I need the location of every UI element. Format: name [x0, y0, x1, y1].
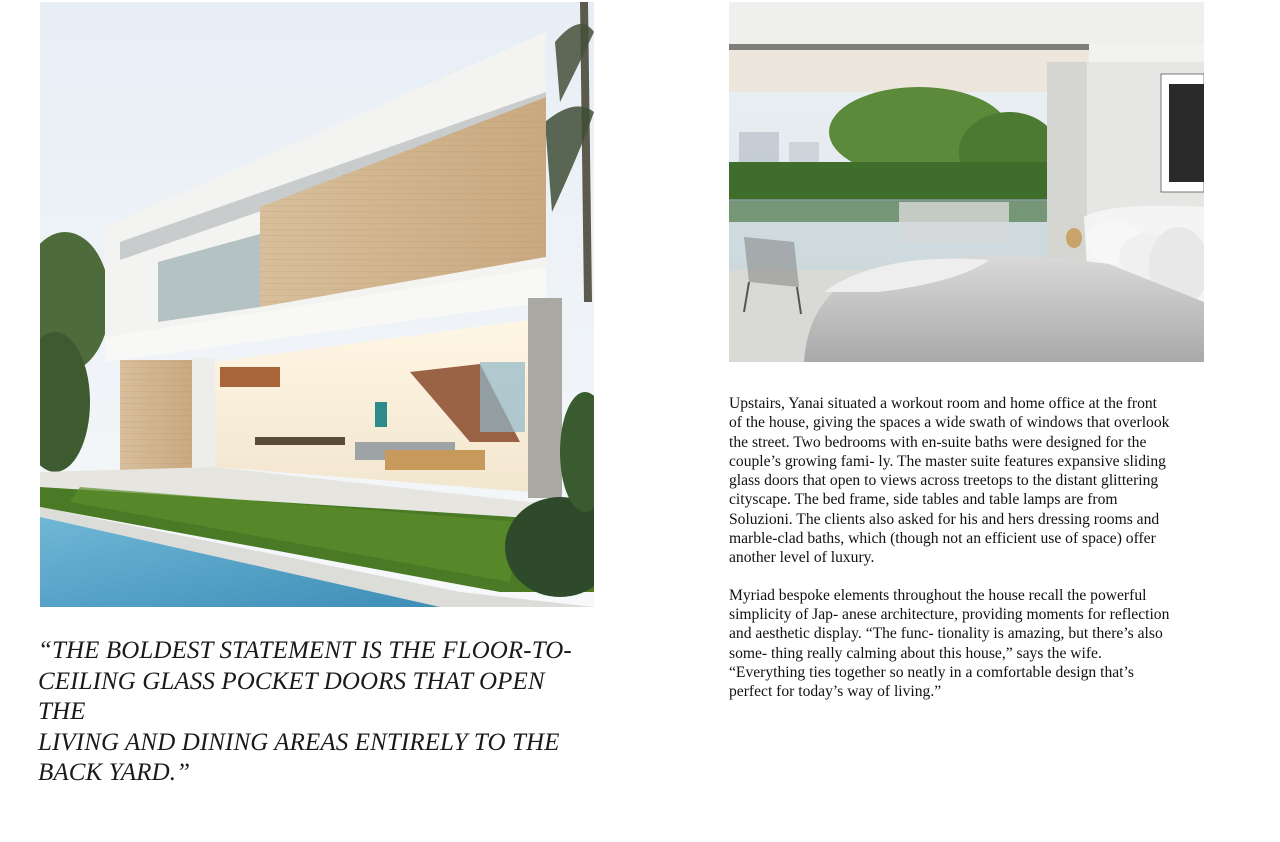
- modern-house-exterior-photo-icon: [40, 2, 594, 607]
- pull-quote: “THE BOLDEST STATEMENT IS THE FLOOR-TO- CEILING GLASS POCKET DOORS THAT OPEN THE LIVING AND DINING AREAS ENTIRELY TO THE BACK YARD.”: [38, 637, 572, 786]
- exterior-photo: [40, 2, 594, 607]
- body-paragraph-1: Upstairs, Yanai situated a workout room and home office at the front of the house, giving the spaces a wide swath of windows that overlook the street. Two bedrooms with en-suite baths were designed for the couple’s growing fami- ly. The master suite features expansive sliding glass doors that open to views across treetops to the distant glittering cityscape. The bed frame, side tables and table lamps are from Soluzioni. The clients also asked for his and hers dressing rooms and marble-clad baths, which (though not an efficient use of space) offer another level of luxury.: [729, 395, 1170, 567]
- article-body: [729, 394, 1229, 719]
- master-bedroom-photo-icon: [729, 2, 1204, 362]
- body-paragraph-2: Myriad bespoke elements throughout the house recall the powerful simplicity of Jap- anese architecture, providing moments for reflection and aesthetic display. “The func- tionality is amazing, but there’s also some- thing really calming about this house,” says the wife. “Everything ties together so neatly in a comfortable design that’s perfect for today’s way of living.”: [729, 586, 1170, 701]
- bedroom-photo: [729, 2, 1204, 362]
